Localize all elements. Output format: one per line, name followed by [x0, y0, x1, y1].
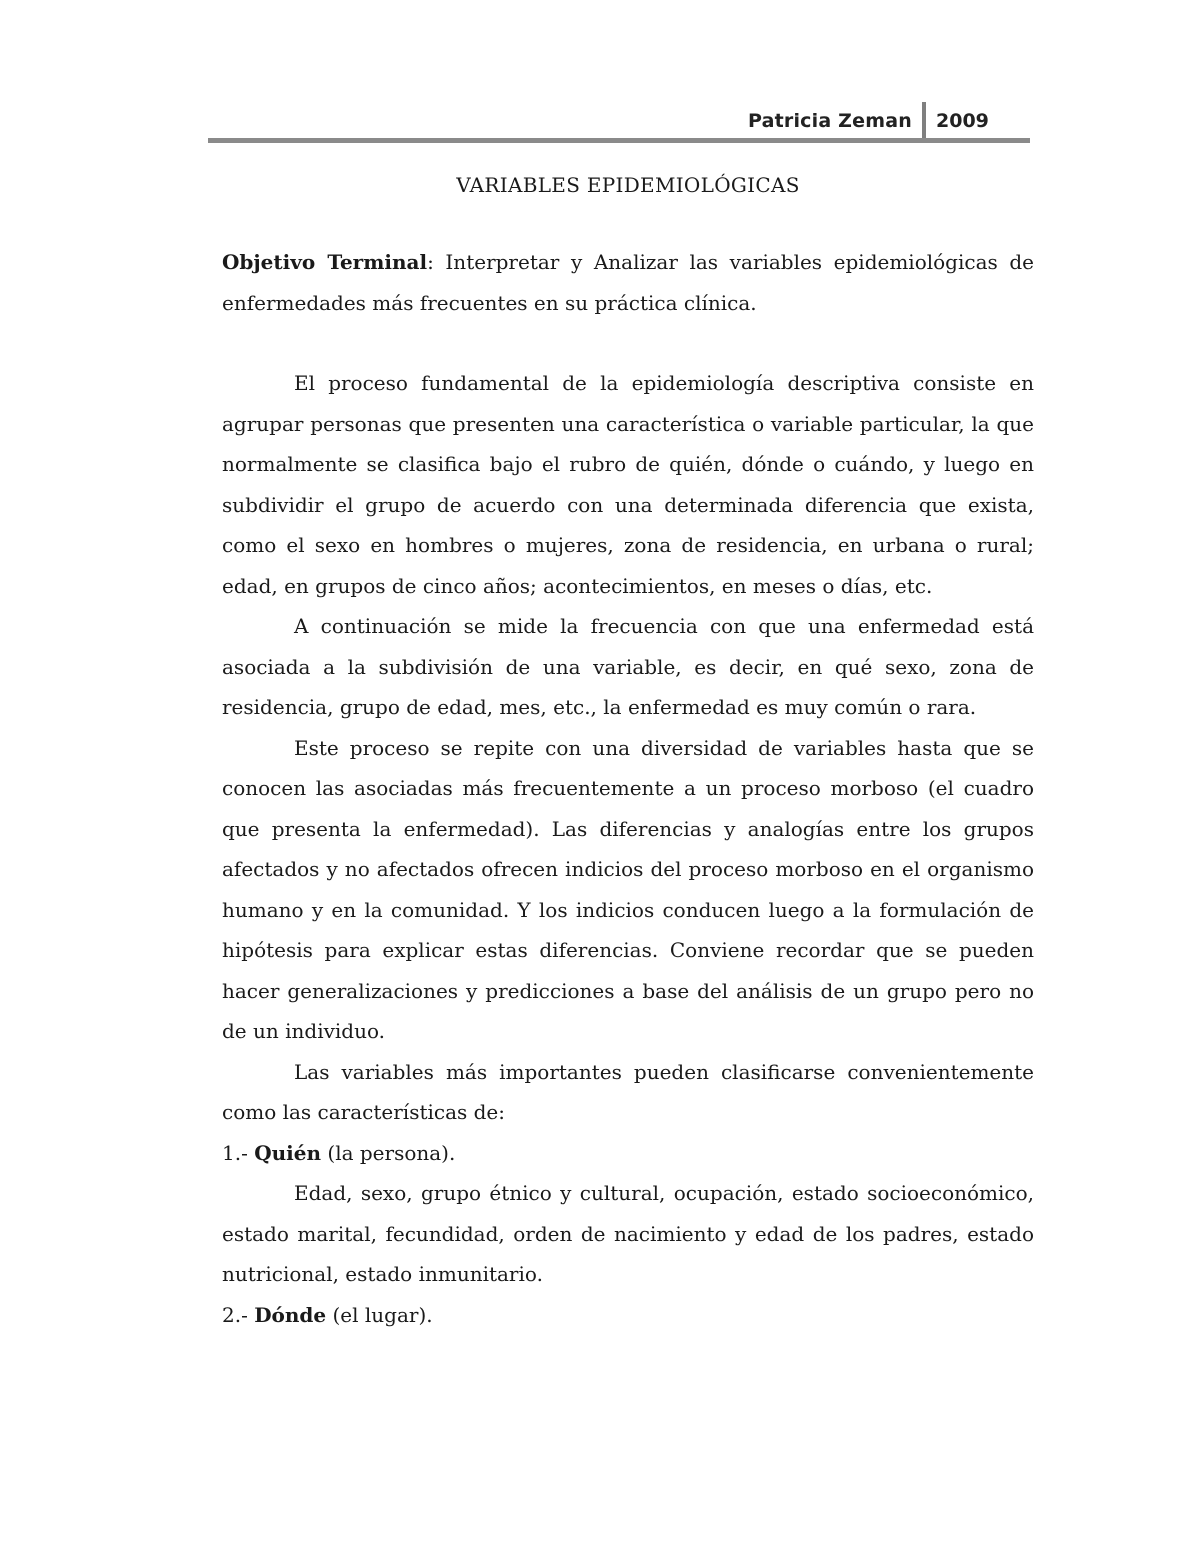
- header-year: 2009: [936, 110, 989, 132]
- document-body: [222, 168, 1034, 1335]
- objective-paragraph: [222, 242, 1034, 323]
- list-item-number: 2.-: [222, 1302, 255, 1327]
- header-rule: [208, 138, 1030, 143]
- paragraph-3: Este proceso se repite con una diversidad de variables hasta que se conocen las asociadas más frecuentemente a un proceso morboso (el cuadro que presenta la enfermedad). Las diferencias y analogías entre los grupos afectados y no afectados ofrecen indicios del proceso morboso en el organismo humano y en la comunidad. Y los indicios conducen luego a la formulación de hipótesis para explicar estas diferencias. Conviene recordar que se pueden hacer generalizaciones y predicciones a base del análisis de un grupo pero no de un individuo.: [222, 735, 1034, 1043]
- paragraph-4: Las variables más importantes pueden clasificarse convenientemente como las características de:: [222, 1059, 1034, 1124]
- header-author: Patricia Zeman: [747, 110, 912, 132]
- document-title: VARIABLES EPIDEMIOLÓGICAS: [456, 173, 800, 197]
- objective-label: Objetivo Terminal: [222, 250, 428, 274]
- list-item-number: 1.-: [222, 1140, 255, 1165]
- list-item-text: (el lugar).: [326, 1302, 433, 1327]
- list-item-label: Dónde: [254, 1302, 327, 1327]
- list-item-label: Quién: [254, 1140, 322, 1165]
- list-item-text: (la persona).: [321, 1140, 456, 1165]
- paragraph-2: A continuación se mide la frecuencia con que una enfermedad está asociada a la subdivisión de una variable, es decir, en qué sexo, zona de residencia, grupo de edad, mes, etc., la enfermedad es muy común o rara.: [222, 614, 1034, 719]
- page-header: [208, 102, 1030, 142]
- list-item-who: [222, 1133, 1034, 1174]
- paragraph-1: El proceso fundamental de la epidemiología descriptiva consiste en agrupar personas que presenten una característica o variable particular, la que normalmente se clasifica bajo el rubro de quién, dónde o cuándo, y luego en subdividir el grupo de acuerdo con una determinada diferencia que exista, como el sexo en hombres o mujeres, zona de residencia, en urbana o rural; edad, en grupos de cinco años; acontecimientos, en meses o días, etc.: [222, 371, 1034, 598]
- header-divider: [922, 102, 926, 140]
- who-detail-paragraph: Edad, sexo, grupo étnico y cultural, ocupación, estado socioeconómico, estado marital, fecundidad, orden de nacimiento y edad de los padres, estado nutricional, estado inmunitario.: [222, 1181, 1034, 1286]
- objective-text: : Interpretar y Analizar las variables epidemiológicas de enfermedades más frecuentes en su práctica clínica.: [222, 250, 1034, 315]
- list-item-where: [222, 1295, 1034, 1336]
